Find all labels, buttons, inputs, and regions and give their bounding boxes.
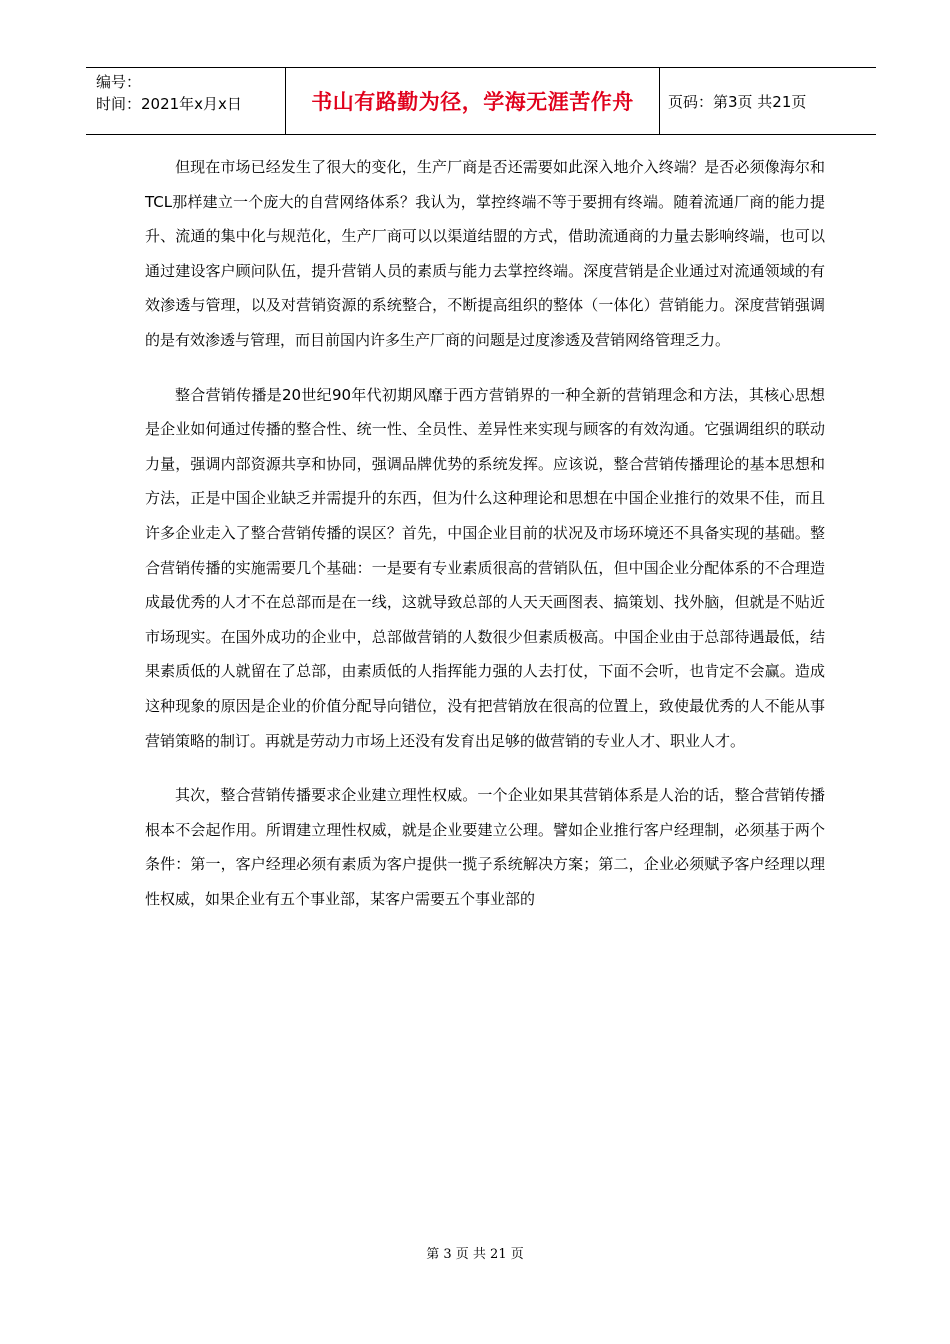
document-time: 时间：2021年x月x日 [96, 95, 242, 113]
document-body [145, 150, 825, 916]
page-header [86, 67, 876, 135]
page-footer: 第 3 页 共 21 页 [426, 1247, 524, 1262]
header-page-number: 页码：第3页 共21页 [668, 92, 807, 111]
document-number: 编号： [96, 73, 142, 91]
header-meta [86, 68, 286, 134]
paragraph: 其次，整合营销传播要求企业建立理性权威。一个企业如果其营销体系是人治的话，整合营销传播根本不会起作用。所谓建立理性权威，就是企业要建立公理。譬如企业推行客户经理制，必须基于两个条件：第一，客户经理必须有素质为客户提供一揽子系统解决方案；第二，企业必须赋予客户经理以理性权威，如果企业有五个事业部，某客户需要五个事业部的 [145, 786, 825, 908]
paragraph: 整合营销传播是20世纪90年代初期风靡于西方营销界的一种全新的营销理念和方法，其核心思想是企业如何通过传播的整合性、统一性、全员性、差异性来实现与顾客的有效沟通。它强调组织的联动力量，强调内部资源共享和协同，强调品牌优势的系统发挥。应该说，整合营销传播理论的基本思想和方法，正是中国企业缺乏并需提升的东西，但为什么这种理论和思想在中国企业推行的效果不佳，而且许多企业走入了整合营销传播的误区？首先，中国企业目前的状况及市场环境还不具备实现的基础。整合营销传播的实施需要几个基础：一是要有专业素质很高的营销队伍，但中国企业分配体系的不合理造成最优秀的人才不在总部而是在一线，这就导致总部的人天天画图表、搞策划、找外脑，但就是不贴近市场现实。在国外成功的企业中，总部做营销的人数很少但素质极高。中国企业由于总部待遇最低，结果素质低的人就留在了总部，由素质低的人指挥能力强的人去打仗，下面不会听，也肯定不会赢。造成这种现象的原因是企业的价值分配导向错位，没有把营销放在很高的位置上，致使最优秀的人不能从事营销策略的制订。再就是劳动力市场上还没有发育出足够的做营销的专业人才、职业人才。 [145, 385, 825, 750]
paragraph: 但现在市场已经发生了很大的变化，生产厂商是否还需要如此深入地介入终端？是否必须像海尔和TCL那样建立一个庞大的自营网络体系？我认为，掌控终端不等于要拥有终端。随着流通厂商的能力提升、流通的集中化与规范化，生产厂商可以以渠道结盟的方式，借助流通商的力量去影响终端，也可以通过建设客户顾问队伍，提升营销人员的素质与能力去掌控终端。深度营销是企业通过对流通领域的有效渗透与管理，以及对营销资源的系统整合，不断提高组织的整体（一体化）营销能力。深度营销强调的是有效渗透与管理，而目前国内许多生产厂商的问题是过度渗透及营销网络管理乏力。 [145, 158, 825, 349]
header-motto: 书山有路勤为径，学海无涯苦作舟 [286, 68, 660, 134]
